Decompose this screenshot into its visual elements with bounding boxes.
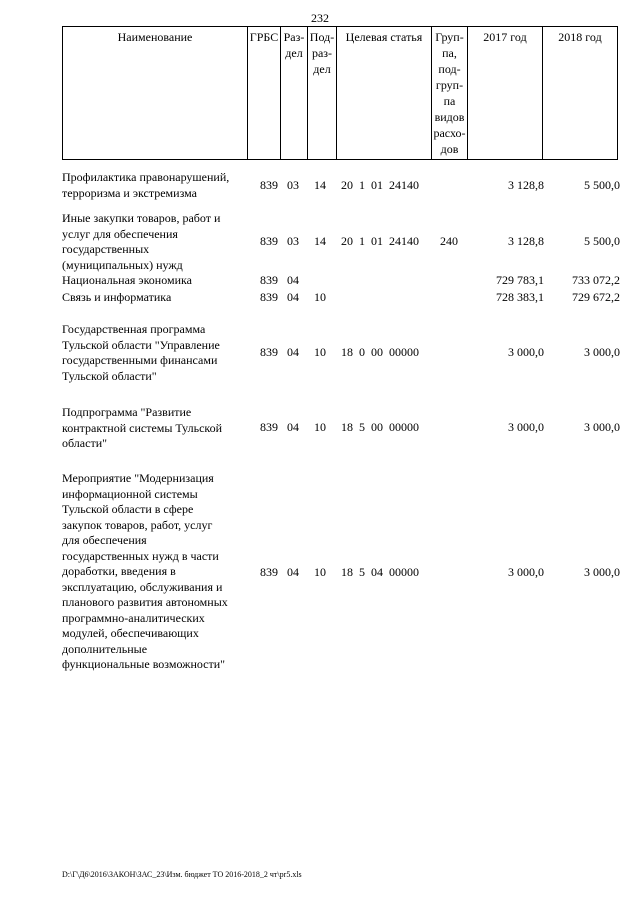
row-target-program: 18 (341, 345, 353, 359)
row-value-2017: 3 000,0 (508, 565, 544, 579)
header-target-article: Целевая статья (337, 27, 432, 160)
row-razdel: 04 (287, 273, 299, 287)
row-grbs: 839 (260, 565, 278, 579)
row-target-direction: 00000 (389, 565, 419, 579)
row-value-2018: 5 500,0 (584, 178, 620, 192)
row-value-2017: 3 128,8 (508, 234, 544, 248)
row-razdel: 03 (287, 178, 299, 192)
file-path-footer: D:\Г\Д6\2016\ЗАКОН\ЗАС_23\Изм. бюджет ТО 2016-2018_2 чт\pr5.xls (62, 870, 302, 879)
table-row (62, 273, 622, 289)
row-value-2018: 3 000,0 (584, 420, 620, 434)
table-row (62, 405, 622, 452)
row-target-program: 20 (341, 178, 353, 192)
header-grbs: ГРБС (248, 27, 281, 160)
row-target-direction: 00000 (389, 420, 419, 434)
row-target-measure: 01 (371, 234, 383, 248)
header-year-2017: 2017 год (468, 27, 543, 160)
table-row (62, 322, 622, 384)
row-target-direction: 24140 (389, 234, 419, 248)
row-razdel: 04 (287, 345, 299, 359)
row-grbs: 839 (260, 290, 278, 304)
row-expense-group: 240 (440, 234, 458, 248)
row-value-2017: 729 783,1 (496, 273, 544, 287)
row-name: Подпрограмма "Развитие контрактной системы Тульской области" (62, 405, 223, 450)
row-name: Иные закупки товаров, работ и услуг для обеспечения государственных (муниципальных) нужд (62, 211, 221, 272)
page-number: 232 (311, 11, 329, 25)
header-name: Наименование (63, 27, 248, 160)
row-name: Профилактика правонарушений, терроризма и экстремизма (62, 170, 230, 200)
row-target-measure: 00 (371, 420, 383, 434)
row-target-program: 18 (341, 420, 353, 434)
row-target-measure: 01 (371, 178, 383, 192)
table-row (62, 211, 622, 273)
row-value-2017: 3 000,0 (508, 420, 544, 434)
table-row (62, 170, 622, 202)
row-target-direction: 00000 (389, 345, 419, 359)
row-value-2018: 3 000,0 (584, 345, 620, 359)
row-target-subprogram: 5 (359, 420, 365, 434)
row-value-2018: 733 072,2 (572, 273, 620, 287)
table-header (62, 26, 618, 160)
row-target-program: 18 (341, 565, 353, 579)
row-value-2017: 728 383,1 (496, 290, 544, 304)
row-name: Связь и информатика (62, 290, 172, 304)
row-target-program: 20 (341, 234, 353, 248)
row-value-2017: 3 000,0 (508, 345, 544, 359)
row-razdel: 04 (287, 420, 299, 434)
row-razdel: 03 (287, 234, 299, 248)
row-value-2017: 3 128,8 (508, 178, 544, 192)
table-row (62, 290, 622, 306)
row-value-2018: 5 500,0 (584, 234, 620, 248)
row-grbs: 839 (260, 273, 278, 287)
row-razdel: 04 (287, 565, 299, 579)
row-grbs: 839 (260, 420, 278, 434)
row-value-2018: 729 672,2 (572, 290, 620, 304)
row-grbs: 839 (260, 345, 278, 359)
row-target-measure: 04 (371, 565, 383, 579)
row-value-2018: 3 000,0 (584, 565, 620, 579)
header-year-2018: 2018 год (543, 27, 618, 160)
row-target-subprogram: 5 (359, 565, 365, 579)
header-razdel: Раз- дел (281, 27, 308, 160)
row-grbs: 839 (260, 234, 278, 248)
row-target-measure: 00 (371, 345, 383, 359)
row-name: Государственная программа Тульской области "Управление государственными финансами Тульской области" (62, 322, 220, 383)
row-grbs: 839 (260, 178, 278, 192)
row-podrazdel: 10 (314, 420, 326, 434)
row-name: Национальная экономика (62, 273, 192, 287)
row-name: Мероприятие "Модернизация информационной системы Тульской области в сфере закупок товаров, работ, услуг для обеспечения государственных нужд в части доработки, введения в эксплуатацию, обслуживания и планового развития автономных программно-аналитических модулей, обеспечивающих дополнительные функциональные возможности" (62, 471, 228, 671)
row-target-subprogram: 1 (359, 178, 365, 192)
header-expense-group: Груп- па, под- груп- па видов расхо- дов (432, 27, 468, 160)
header-podrazdel: Под- раз- дел (308, 27, 337, 160)
row-target-subprogram: 1 (359, 234, 365, 248)
row-podrazdel: 14 (314, 178, 326, 192)
row-target-direction: 24140 (389, 178, 419, 192)
table-row (62, 471, 622, 676)
row-target-subprogram: 0 (359, 345, 365, 359)
row-podrazdel: 10 (314, 290, 326, 304)
row-razdel: 04 (287, 290, 299, 304)
row-podrazdel: 14 (314, 234, 326, 248)
row-podrazdel: 10 (314, 565, 326, 579)
row-podrazdel: 10 (314, 345, 326, 359)
